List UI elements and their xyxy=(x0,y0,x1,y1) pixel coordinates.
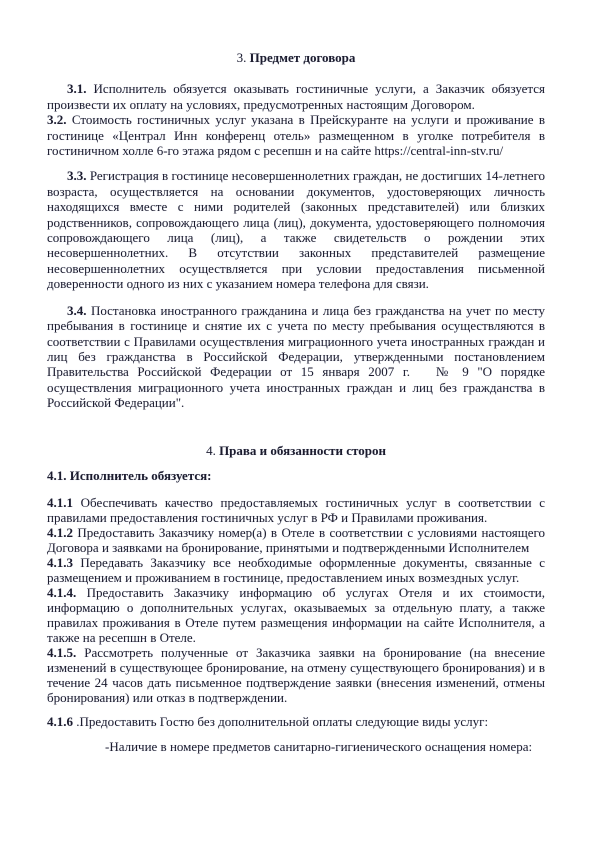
item-4-1-5-text: Рассмотреть полученные от Заказчика заявки на бронирование (на внесение изменений в существующее бронирование, на отмену существующего бронирования) и в течение 24 часов дать письменное подтверждение заявки (внесения изменений, отмены бронирования) или отказ в подтверждении. xyxy=(47,645,546,706)
item-4-1-4-text: Предоставить Заказчику информацию об услугах Отеля и их стоимости, информацию о дополнительных услугах, оказываемых за отдельную плату, а также правилах проживания в Отеле путем размещения информации на сайте Исполнителя, а также на ресепшн в Отеле. xyxy=(47,585,546,646)
paragraph-3-1-number: 3.1. xyxy=(67,81,87,97)
paragraph-3-3 xyxy=(47,168,545,291)
sanitary-equipment-line: -Наличие в номере предметов санитарно-гигиенического оснащения номера: xyxy=(105,739,533,755)
paragraph-3-2 xyxy=(47,112,545,158)
item-4-1-4-number: 4.1.4. xyxy=(47,585,77,601)
paragraph-3-4-text: Постановка иностранного гражданина и лица без гражданства на учет по месту пребывания в гостинице и снятие их с учета по месту пребывания осуществляются в соответствии с Правилами осуществления миграционного учета иностранных граждан и лиц без гражданства в Российской Федерации, утвержденными постановлением Правительства Российской Федерации от 15 января 2007 г. № 9 "О порядке осуществления миграционного учета иностранных граждан и лиц без гражданства в Российской Федерации". xyxy=(47,302,546,411)
item-4-1-4 xyxy=(47,585,545,645)
section-4-title: Права и обязанности сторон xyxy=(219,442,386,458)
item-4-1-5 xyxy=(47,645,545,705)
paragraph-3-4 xyxy=(47,303,545,411)
subsection-4-1-heading: 4.1. Исполнитель обязуется: xyxy=(47,467,212,483)
section-3-heading xyxy=(47,50,545,65)
item-4-1-3-text: Передавать Заказчику все необходимые оформленные документы, связанные с размещением и проживанием в гостинице, предоставлением иных возмездных услуг. xyxy=(47,555,545,586)
paragraph-3-3-number: 3.3. xyxy=(67,168,87,184)
item-4-1-2-text: Предоставить Заказчику номер(а) в Отеле в соответствии с условиями настоящего Договора и заявками на бронирование, принятыми и подтвержденными Исполнителем xyxy=(47,525,545,556)
item-4-1-3-number: 4.1.3 xyxy=(47,555,73,571)
section-4-number: 4. xyxy=(206,442,216,458)
item-4-1-1 xyxy=(47,495,545,525)
item-4-1-2 xyxy=(47,525,545,555)
item-4-1-6-text: .Предоставить Гостю без дополнительной оплаты следующие виды услуг: xyxy=(76,714,489,730)
paragraph-3-2-text: Стоимость гостиничных услуг указана в Прейскуранте на услуги и проживание в гостинице «Централ Инн конференц отель» размещенном в уголке потребителя в гостиничном холле 6-го этажа рядом с ресепшн и на сайте https://central-inn-stv.ru/ xyxy=(47,112,545,159)
section-3-title: Предмет договора xyxy=(249,50,356,65)
paragraph-3-1-text: Исполнитель обязуется оказывать гостиничные услуги, а Заказчик обязуется произвести их оплату на условиях, предусмотренных настоящим Договором. xyxy=(47,81,546,112)
section-3-number: 3. xyxy=(236,50,247,65)
obligations-list xyxy=(47,495,545,729)
section-4-heading xyxy=(47,443,545,458)
item-4-1-1-text: Обеспечивать качество предоставляемых гостиничных услуг в соответствии с правилами предоставления гостиничных услуг в РФ и Правилами проживания. xyxy=(47,495,546,526)
paragraph-3-3-text: Регистрация в гостинице несовершеннолетних граждан, не достигших 14-летнего возраста, осуществляется на основании документов, удостоверяющих личность находящихся вместе с ними родителей (законных представителей) или близких родственников, сопровождающего лица (лиц), документа, удостоверяющего полномочия сопровождающего лица (лиц), а также свидетельств о рождении этих несовершеннолетних. В отсутствии законных представителей размещение несовершеннолетних осуществляется при условии предоставления письменной доверенности одного из них с указанием номера телефона для связи. xyxy=(47,168,545,292)
item-4-1-3 xyxy=(47,555,545,585)
paragraph-3-2-number: 3.2. xyxy=(47,112,67,128)
item-4-1-6-number: 4.1.6 xyxy=(47,714,73,730)
item-4-1-6 xyxy=(47,714,545,729)
item-4-1-5-number: 4.1.5. xyxy=(47,645,77,661)
paragraph-3-1 xyxy=(47,81,545,112)
item-4-1-1-number: 4.1.1 xyxy=(47,495,73,511)
paragraph-3-4-number: 3.4. xyxy=(67,302,87,318)
item-4-1-2-number: 4.1.2 xyxy=(47,525,73,541)
